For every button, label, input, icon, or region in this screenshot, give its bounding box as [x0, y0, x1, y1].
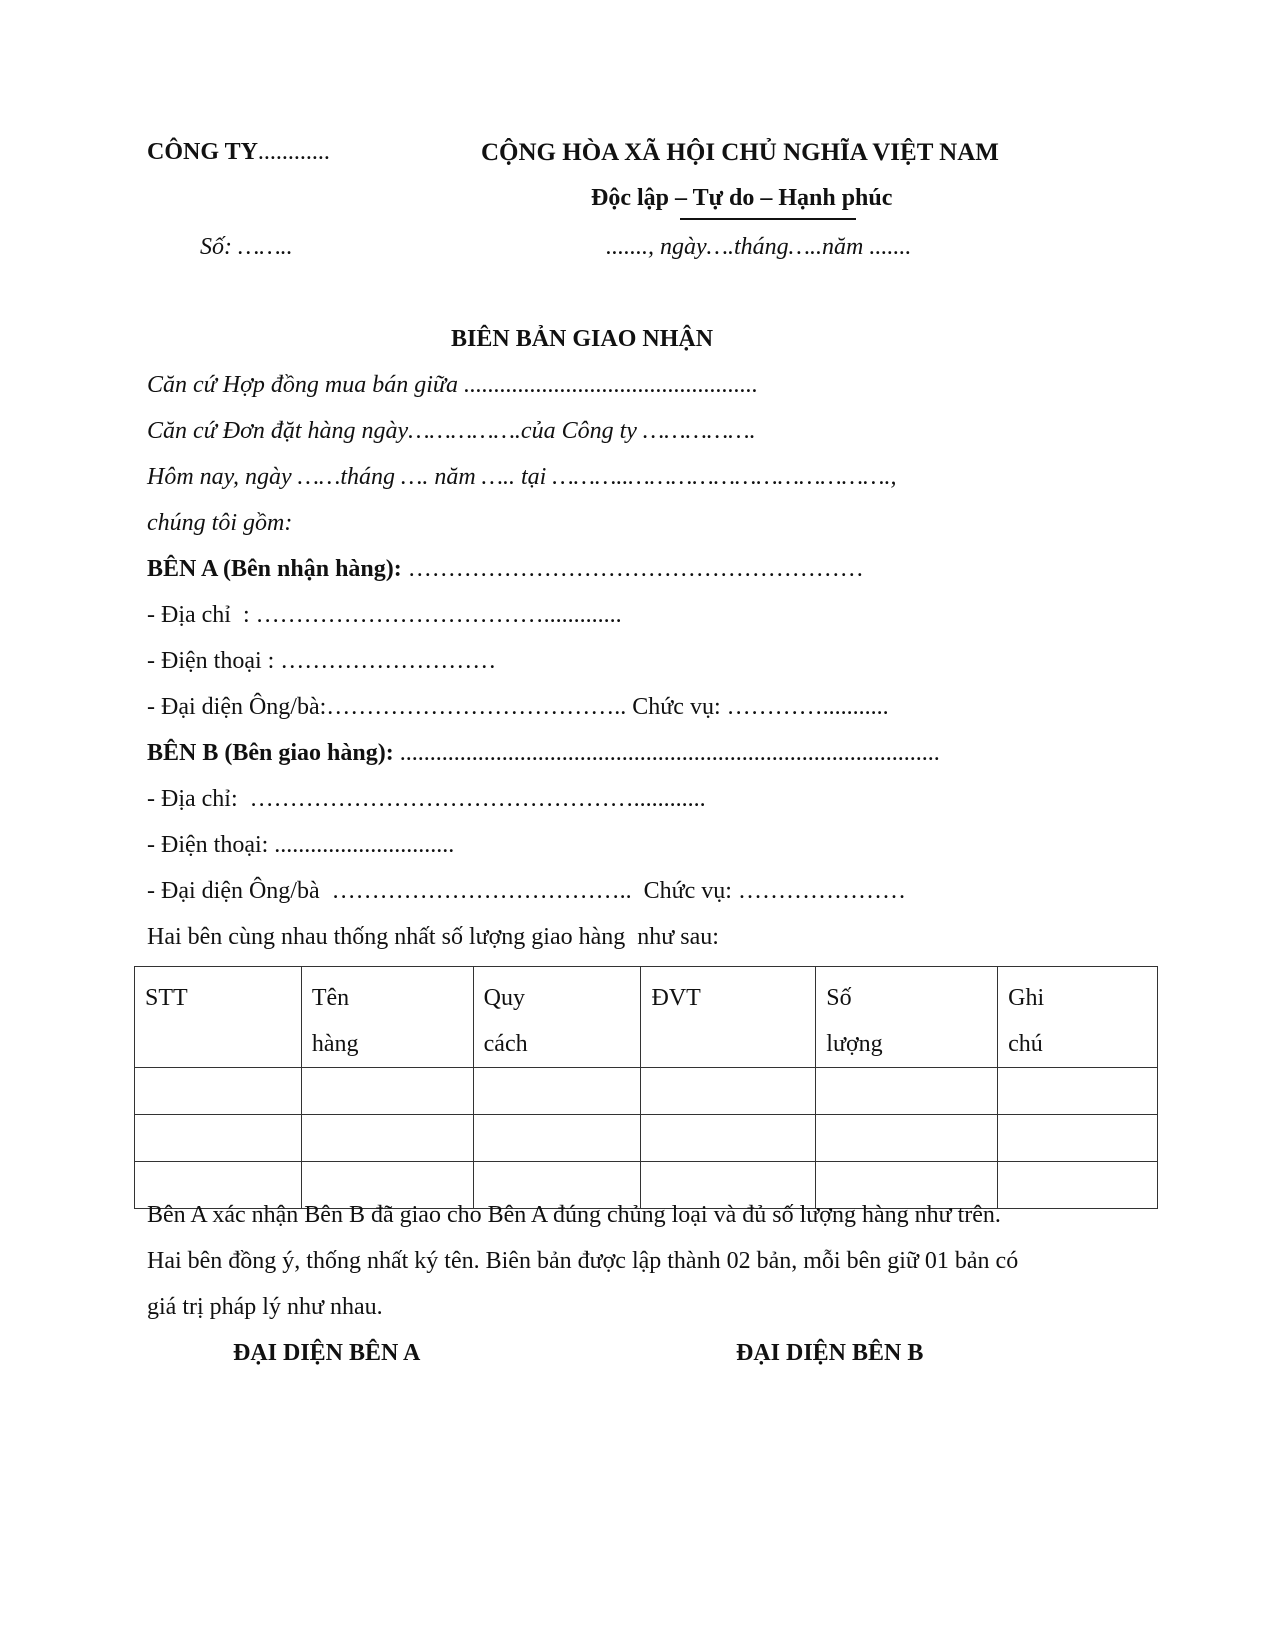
preamble-date-place: Hôm nay, ngày ……tháng …. năm ….. tại ………..……………………………….,	[147, 464, 897, 490]
signature-party-a: ĐẠI DIỆN BÊN A	[233, 1340, 421, 1366]
party-a-heading: BÊN A (Bên nhận hàng):	[147, 556, 402, 582]
table-row	[135, 1068, 1158, 1115]
table-cell[interactable]	[998, 1068, 1158, 1115]
table-cell[interactable]	[816, 1068, 998, 1115]
header-cell-dvt: ĐVT	[641, 967, 816, 1068]
party-a-address: - Địa chỉ : ……………………………….............	[147, 602, 622, 628]
document-title: BIÊN BẢN GIAO NHẬN	[451, 326, 714, 352]
preamble-contract: Căn cứ Hợp đồng mua bán giữa .................................................	[147, 372, 758, 398]
closing-agreement: Hai bên đồng ý, thống nhất ký tên. Biên bản được lập thành 02 bản, mỗi bên giữ 01 bản có	[147, 1248, 1019, 1274]
party-b-heading: BÊN B (Bên giao hàng):	[147, 740, 394, 766]
table-cell[interactable]	[135, 1115, 302, 1162]
table-cell[interactable]	[816, 1115, 998, 1162]
table-cell[interactable]	[301, 1115, 473, 1162]
goods-table	[134, 966, 1158, 1209]
agreement-intro: Hai bên cùng nhau thống nhất số lượng giao hàng như sau:	[147, 924, 719, 950]
table-cell[interactable]	[641, 1068, 816, 1115]
header-cell-ten-hang: Tên hàng	[301, 967, 473, 1068]
national-title: CỘNG HÒA XÃ HỘI CHỦ NGHĨA VIỆT NAM	[481, 139, 999, 166]
company-label: CÔNG TY	[147, 139, 258, 165]
table-header-row	[135, 967, 1158, 1068]
party-a-phone: - Điện thoại : ………………………	[147, 648, 497, 674]
table-cell[interactable]	[998, 1115, 1158, 1162]
signature-party-b: ĐẠI DIỆN BÊN B	[736, 1340, 924, 1366]
company-line	[147, 140, 330, 164]
header-cell-so-luong: Số lượng	[816, 967, 998, 1068]
party-a-heading-line	[147, 557, 864, 581]
party-a-representative: - Đại diện Ông/bà:……………………………….. Chức vụ: …………...........	[147, 694, 889, 720]
table-cell[interactable]	[473, 1115, 641, 1162]
closing-confirmation: Bên A xác nhận Bên B đã giao cho Bên A đúng chủng loại và đủ số lượng hàng như trên.	[147, 1202, 1001, 1228]
closing-validity: giá trị pháp lý như nhau.	[147, 1294, 383, 1320]
party-b-phone: - Điện thoại: ..............................	[147, 832, 455, 858]
party-b-heading-line	[147, 741, 940, 765]
motto: Độc lập – Tự do – Hạnh phúc	[591, 185, 893, 211]
document-number: Số: ……..	[200, 234, 293, 260]
header-cell-stt: STT	[135, 967, 302, 1068]
table-cell[interactable]	[135, 1068, 302, 1115]
party-a-heading-dots: …………………………………………………	[401, 556, 864, 582]
header-cell-quy-cach: Quy cách	[473, 967, 641, 1068]
preamble-order: Căn cứ Đơn đặt hàng ngày…………….của Công ty …………….	[147, 418, 756, 444]
party-b-address: - Địa chỉ: …………………………………………............	[147, 786, 706, 812]
party-b-representative: - Đại diện Ông/bà ……………………………….. Chức vụ: …………………	[147, 878, 906, 904]
company-dots: ............	[257, 139, 330, 165]
table-cell[interactable]	[998, 1162, 1158, 1209]
party-b-heading-dots: ..........................................................................................	[393, 740, 940, 766]
table-row	[135, 1115, 1158, 1162]
motto-underline	[680, 218, 856, 220]
table-cell[interactable]	[641, 1115, 816, 1162]
date-line: ......., ngày….tháng…..năm .......	[606, 234, 912, 260]
table-cell[interactable]	[301, 1068, 473, 1115]
header-cell-ghi-chu: Ghi chú	[998, 967, 1158, 1068]
preamble-parties: chúng tôi gồm:	[147, 510, 293, 536]
table-cell[interactable]	[473, 1068, 641, 1115]
